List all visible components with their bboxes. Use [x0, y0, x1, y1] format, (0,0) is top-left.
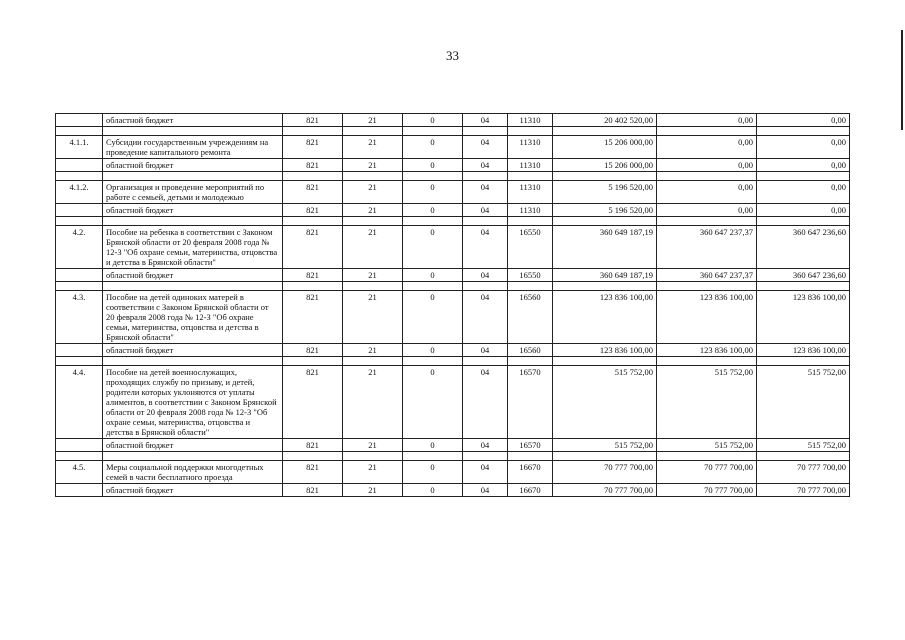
code-cell: 821 — [283, 439, 343, 452]
code-cell: 11310 — [508, 181, 553, 204]
row-number-cell — [56, 484, 103, 497]
amount-cell: 123 836 100,00 — [757, 344, 850, 357]
spacer-cell — [103, 172, 283, 181]
budget-table — [55, 113, 850, 497]
amount-cell: 0,00 — [657, 159, 757, 172]
table-row-item — [56, 181, 850, 204]
table-row-budget-source — [56, 484, 850, 497]
amount-cell: 70 777 700,00 — [657, 461, 757, 484]
code-cell: 04 — [463, 136, 508, 159]
code-cell: 21 — [343, 226, 403, 269]
amount-cell: 0,00 — [757, 159, 850, 172]
code-cell: 0 — [403, 291, 463, 344]
amount-cell: 70 777 700,00 — [657, 484, 757, 497]
amount-cell: 360 649 187,19 — [553, 269, 657, 282]
name-cell: областной бюджет — [103, 269, 283, 282]
amount-cell: 360 649 187,19 — [553, 226, 657, 269]
code-cell: 04 — [463, 366, 508, 439]
amount-cell: 70 777 700,00 — [757, 484, 850, 497]
spacer-cell — [657, 172, 757, 181]
amount-cell: 123 836 100,00 — [553, 344, 657, 357]
name-cell: областной бюджет — [103, 159, 283, 172]
code-cell: 16570 — [508, 366, 553, 439]
spacer-cell — [657, 452, 757, 461]
code-cell: 0 — [403, 461, 463, 484]
spacer-cell — [463, 217, 508, 226]
code-cell: 04 — [463, 226, 508, 269]
code-cell: 04 — [463, 439, 508, 452]
spacer-cell — [403, 282, 463, 291]
code-cell: 821 — [283, 114, 343, 127]
amount-cell: 123 836 100,00 — [657, 291, 757, 344]
row-number-cell: 4.4. — [56, 366, 103, 439]
table-row-item — [56, 226, 850, 269]
code-cell: 21 — [343, 269, 403, 282]
spacer-cell — [403, 217, 463, 226]
spacer-cell — [283, 452, 343, 461]
spacer-cell — [56, 172, 103, 181]
amount-cell: 360 647 237,37 — [657, 226, 757, 269]
amount-cell: 123 836 100,00 — [657, 344, 757, 357]
name-cell: Субсидии государственным учреждениям на проведение капитального ремонта — [103, 136, 283, 159]
amount-cell: 15 206 000,00 — [553, 136, 657, 159]
amount-cell: 70 777 700,00 — [553, 461, 657, 484]
code-cell: 821 — [283, 291, 343, 344]
code-cell: 21 — [343, 344, 403, 357]
spacer-cell — [508, 217, 553, 226]
code-cell: 0 — [403, 114, 463, 127]
spacer-cell — [403, 357, 463, 366]
spacer-cell — [553, 452, 657, 461]
spacer-cell — [403, 172, 463, 181]
spacer-cell — [343, 282, 403, 291]
name-cell: Меры социальной поддержки многодетных семей в части бесплатного проезда — [103, 461, 283, 484]
amount-cell: 15 206 000,00 — [553, 159, 657, 172]
code-cell: 0 — [403, 366, 463, 439]
row-number-cell — [56, 159, 103, 172]
spacer-cell — [657, 127, 757, 136]
code-cell: 04 — [463, 159, 508, 172]
amount-cell: 70 777 700,00 — [757, 461, 850, 484]
spacer-row — [56, 282, 850, 291]
spacer-cell — [283, 282, 343, 291]
code-cell: 04 — [463, 114, 508, 127]
name-cell: областной бюджет — [103, 484, 283, 497]
amount-cell: 0,00 — [657, 181, 757, 204]
code-cell: 821 — [283, 159, 343, 172]
spacer-cell — [553, 172, 657, 181]
spacer-cell — [56, 452, 103, 461]
amount-cell: 0,00 — [657, 136, 757, 159]
code-cell: 21 — [343, 291, 403, 344]
code-cell: 821 — [283, 181, 343, 204]
code-cell: 04 — [463, 204, 508, 217]
amount-cell: 360 647 236,60 — [757, 226, 850, 269]
row-number-cell: 4.1.1. — [56, 136, 103, 159]
amount-cell: 515 752,00 — [757, 366, 850, 439]
code-cell: 0 — [403, 484, 463, 497]
code-cell: 21 — [343, 114, 403, 127]
code-cell: 0 — [403, 136, 463, 159]
code-cell: 0 — [403, 204, 463, 217]
spacer-cell — [553, 127, 657, 136]
code-cell: 821 — [283, 461, 343, 484]
name-cell: областной бюджет — [103, 204, 283, 217]
spacer-cell — [757, 282, 850, 291]
spacer-cell — [103, 127, 283, 136]
spacer-cell — [343, 127, 403, 136]
amount-cell: 515 752,00 — [553, 366, 657, 439]
spacer-cell — [56, 357, 103, 366]
spacer-cell — [757, 357, 850, 366]
spacer-row — [56, 452, 850, 461]
code-cell: 821 — [283, 269, 343, 282]
code-cell: 04 — [463, 461, 508, 484]
amount-cell: 515 752,00 — [657, 366, 757, 439]
spacer-cell — [56, 217, 103, 226]
spacer-row — [56, 127, 850, 136]
row-number-cell: 4.2. — [56, 226, 103, 269]
code-cell: 821 — [283, 204, 343, 217]
code-cell: 0 — [403, 181, 463, 204]
table-row-budget-source — [56, 439, 850, 452]
spacer-cell — [657, 282, 757, 291]
spacer-cell — [757, 172, 850, 181]
spacer-row — [56, 357, 850, 366]
spacer-cell — [103, 217, 283, 226]
spacer-cell — [463, 452, 508, 461]
amount-cell: 515 752,00 — [757, 439, 850, 452]
code-cell: 04 — [463, 291, 508, 344]
spacer-cell — [463, 357, 508, 366]
name-cell: областной бюджет — [103, 439, 283, 452]
table-row-budget-source — [56, 269, 850, 282]
code-cell: 16670 — [508, 461, 553, 484]
spacer-cell — [283, 217, 343, 226]
name-cell: Пособие на детей одиноких матерей в соответствии с Законом Брянской области от 20 февраля 2008 года № 12-З "Об охране семьи, материнства, отцовства и детства в Брянской области" — [103, 291, 283, 344]
name-cell: областной бюджет — [103, 114, 283, 127]
amount-cell: 5 196 520,00 — [553, 204, 657, 217]
code-cell: 21 — [343, 366, 403, 439]
code-cell: 821 — [283, 484, 343, 497]
name-cell: Организация и проведение мероприятий по работе с семьей, детьми и молодежью — [103, 181, 283, 204]
amount-cell: 360 647 237,37 — [657, 269, 757, 282]
code-cell: 21 — [343, 136, 403, 159]
amount-cell: 0,00 — [657, 114, 757, 127]
code-cell: 821 — [283, 344, 343, 357]
spacer-cell — [343, 357, 403, 366]
code-cell: 21 — [343, 484, 403, 497]
code-cell: 821 — [283, 136, 343, 159]
row-number-cell: 4.5. — [56, 461, 103, 484]
code-cell: 04 — [463, 344, 508, 357]
spacer-cell — [103, 357, 283, 366]
code-cell: 0 — [403, 159, 463, 172]
table-row-budget-source — [56, 114, 850, 127]
spacer-cell — [757, 127, 850, 136]
code-cell: 21 — [343, 439, 403, 452]
code-cell: 21 — [343, 461, 403, 484]
code-cell: 0 — [403, 226, 463, 269]
row-number-cell — [56, 344, 103, 357]
spacer-cell — [403, 127, 463, 136]
spacer-row — [56, 217, 850, 226]
amount-cell: 0,00 — [657, 204, 757, 217]
amount-cell: 70 777 700,00 — [553, 484, 657, 497]
code-cell: 04 — [463, 181, 508, 204]
name-cell: Пособие на ребенка в соответствии с Законом Брянской области от 20 февраля 2008 года № 12-З "Об охране семьи, материнства, отцовства и детства в Брянской области" — [103, 226, 283, 269]
table-row-item — [56, 291, 850, 344]
spacer-cell — [283, 172, 343, 181]
spacer-cell — [508, 452, 553, 461]
spacer-cell — [343, 452, 403, 461]
spacer-cell — [463, 172, 508, 181]
code-cell: 21 — [343, 159, 403, 172]
amount-cell: 0,00 — [757, 181, 850, 204]
row-number-cell — [56, 439, 103, 452]
code-cell: 21 — [343, 204, 403, 217]
spacer-cell — [553, 282, 657, 291]
amount-cell: 20 402 520,00 — [553, 114, 657, 127]
code-cell: 21 — [343, 181, 403, 204]
spacer-cell — [463, 282, 508, 291]
code-cell: 0 — [403, 439, 463, 452]
amount-cell: 0,00 — [757, 114, 850, 127]
code-cell: 11310 — [508, 159, 553, 172]
spacer-cell — [283, 127, 343, 136]
row-number-cell — [56, 114, 103, 127]
spacer-cell — [283, 357, 343, 366]
code-cell: 16550 — [508, 226, 553, 269]
spacer-row — [56, 172, 850, 181]
amount-cell: 123 836 100,00 — [757, 291, 850, 344]
amount-cell: 0,00 — [757, 136, 850, 159]
table-row-budget-source — [56, 159, 850, 172]
code-cell: 16560 — [508, 291, 553, 344]
row-number-cell: 4.3. — [56, 291, 103, 344]
code-cell: 11310 — [508, 204, 553, 217]
row-number-cell: 4.1.2. — [56, 181, 103, 204]
amount-cell: 515 752,00 — [657, 439, 757, 452]
spacer-cell — [757, 452, 850, 461]
spacer-cell — [56, 127, 103, 136]
spacer-cell — [508, 172, 553, 181]
code-cell: 0 — [403, 344, 463, 357]
code-cell: 11310 — [508, 136, 553, 159]
name-cell: областной бюджет — [103, 344, 283, 357]
spacer-cell — [103, 282, 283, 291]
row-number-cell — [56, 269, 103, 282]
spacer-cell — [403, 452, 463, 461]
spacer-cell — [343, 217, 403, 226]
spacer-cell — [508, 282, 553, 291]
code-cell: 04 — [463, 484, 508, 497]
page-number: 33 — [446, 48, 459, 63]
spacer-cell — [343, 172, 403, 181]
amount-cell: 5 196 520,00 — [553, 181, 657, 204]
amount-cell: 515 752,00 — [553, 439, 657, 452]
amount-cell: 123 836 100,00 — [553, 291, 657, 344]
table-row-item — [56, 461, 850, 484]
spacer-cell — [56, 282, 103, 291]
code-cell: 16550 — [508, 269, 553, 282]
code-cell: 0 — [403, 269, 463, 282]
amount-cell: 360 647 236,60 — [757, 269, 850, 282]
table-row-item — [56, 136, 850, 159]
spacer-cell — [657, 357, 757, 366]
amount-cell: 0,00 — [757, 204, 850, 217]
spacer-cell — [657, 217, 757, 226]
spacer-cell — [103, 452, 283, 461]
row-number-cell — [56, 204, 103, 217]
code-cell: 16560 — [508, 344, 553, 357]
spacer-cell — [757, 217, 850, 226]
page-edge-line — [901, 30, 903, 130]
code-cell: 821 — [283, 366, 343, 439]
spacer-cell — [508, 357, 553, 366]
table-row-budget-source — [56, 204, 850, 217]
spacer-cell — [508, 127, 553, 136]
name-cell: Пособие на детей военнослужащих, проходящих службу по призыву, и детей, родители которых уклоняются от уплаты алиментов, в соответствии с Законом Брянской области от 20 февраля 2008 года № 12-З "Об охране семьи, материнства, отцовства и детства в Брянской области" — [103, 366, 283, 439]
table-row-item — [56, 366, 850, 439]
code-cell: 11310 — [508, 114, 553, 127]
code-cell: 16670 — [508, 484, 553, 497]
spacer-cell — [463, 127, 508, 136]
code-cell: 821 — [283, 226, 343, 269]
code-cell: 04 — [463, 269, 508, 282]
code-cell: 16570 — [508, 439, 553, 452]
spacer-cell — [553, 217, 657, 226]
budget-table-body — [56, 114, 850, 497]
table-row-budget-source — [56, 344, 850, 357]
spacer-cell — [553, 357, 657, 366]
